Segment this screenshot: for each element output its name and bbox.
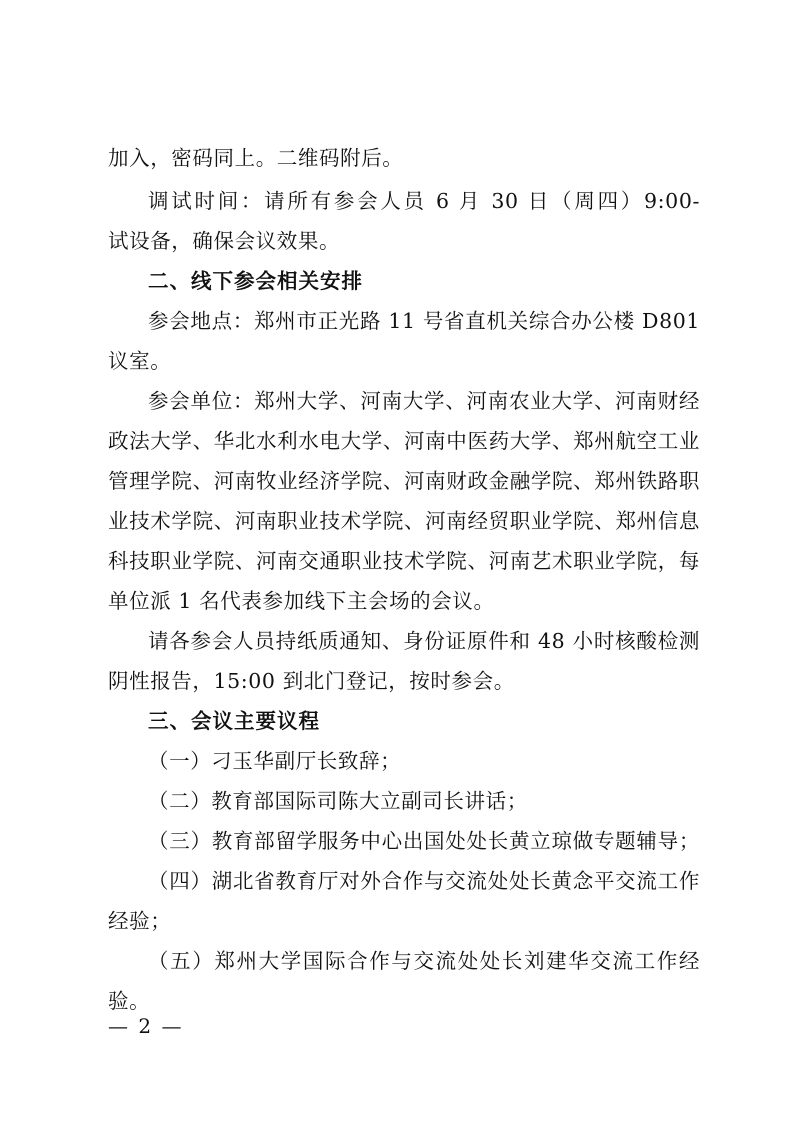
text-line: 政法大学、华北水利水电大学、河南中医药大学、郑州航空工业 [108, 429, 700, 453]
text-line: 阴性报告，15:00 到北门登记，按时参会。 [108, 669, 515, 693]
agenda-item: （一）刁玉华副厅长致辞； [148, 749, 402, 773]
section-heading: 三、会议主要议程 [148, 709, 320, 733]
text-line: 议室。 [108, 349, 172, 373]
text-line: 试设备，确保会议效果。 [108, 229, 341, 253]
text-line: 单位派 1 名代表参加线下主会场的会议。 [108, 589, 495, 613]
agenda-item-continued: 验。 [108, 989, 151, 1013]
agenda-item: （五）郑州大学国际合作与交流处处长刘建华交流工作经 [148, 949, 700, 973]
page-number: — 2 — [108, 1014, 184, 1038]
text-line: 科技职业学院、河南交通职业技术学院、河南艺术职业学院，每 [108, 549, 700, 573]
agenda-item: （四）湖北省教育厅对外合作与交流处处长黄念平交流工作 [148, 869, 700, 893]
text-line: 参会地点：郑州市正光路 11 号省直机关综合办公楼 D801 [148, 309, 700, 333]
text-line: 参会单位：郑州大学、河南大学、河南农业大学、河南财经 [148, 389, 700, 413]
text-line: 请各参会人员持纸质通知、身份证原件和 48 小时核酸检测 [148, 629, 700, 653]
agenda-item: （三）教育部留学服务中心出国处处长黄立琼做专题辅导； [148, 829, 700, 853]
text-line: 业技术学院、河南职业技术学院、河南经贸职业学院、郑州信息 [108, 509, 700, 533]
text-line: 调试时间：请所有参会人员 6 月 30 日（周四）9:00- [148, 189, 700, 213]
agenda-item-continued: 经验； [108, 909, 172, 933]
section-heading: 二、线下参会相关安排 [148, 269, 363, 293]
text-line: 加入，密码同上。二维码附后。 [108, 146, 404, 170]
agenda-item: （二）教育部国际司陈大立副司长讲话； [148, 789, 528, 813]
text-line: 管理学院、河南牧业经济学院、河南财政金融学院、郑州铁路职 [108, 469, 700, 493]
